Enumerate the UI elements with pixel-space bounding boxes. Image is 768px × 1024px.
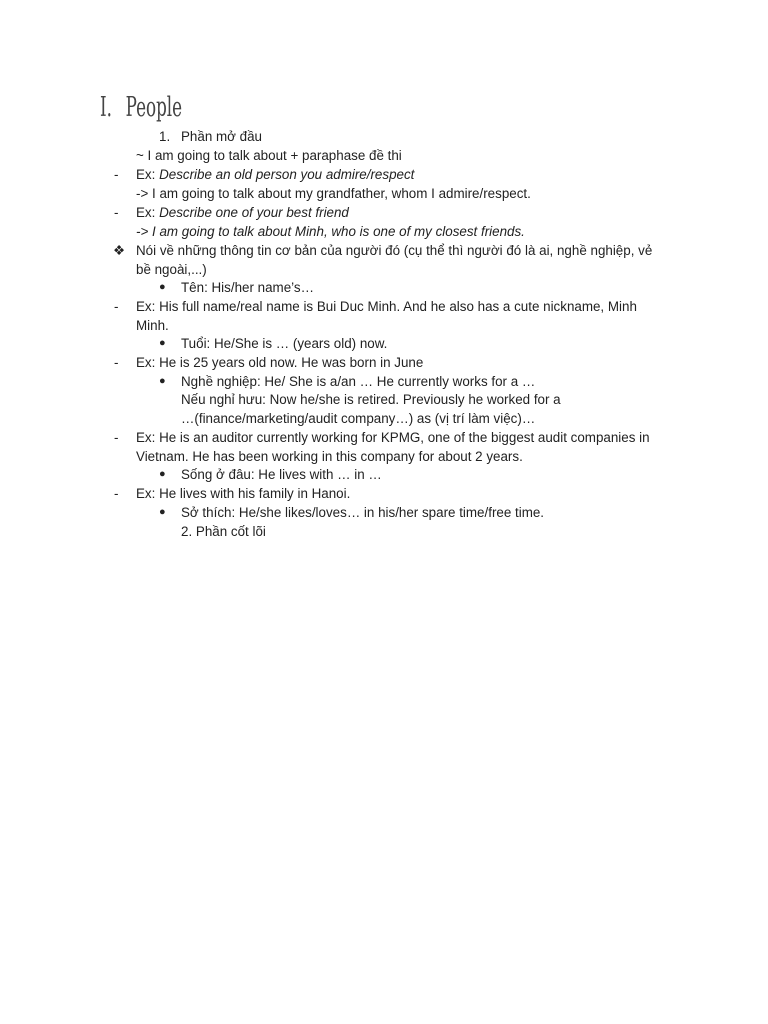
text-line: Nghề nghiệp: He/ She is a/an … He currently works for a … <box>181 374 536 389</box>
text-line: Sống ở đâu: He lives with … in … <box>181 467 382 482</box>
text-line: Sở thích: He/she likes/loves… in his/her spare time/free time. <box>181 505 545 520</box>
dash-marker: - <box>114 430 119 445</box>
text-line: bề ngoài,...) <box>136 262 207 277</box>
dash-marker: - <box>114 205 119 220</box>
dash-marker: - <box>114 167 119 182</box>
bullet-icon: ● <box>159 337 166 349</box>
text-line: Ex: His full name/real name is Bui Duc Minh. And he also has a cute nickname, Minh <box>136 299 637 314</box>
text-line: …(finance/marketing/audit company…) as (vị trí làm việc)… <box>181 411 536 426</box>
subheading-core: 2. Phần cốt lõi <box>181 524 266 539</box>
section-number: I. <box>100 92 112 123</box>
example-prefix: Ex: <box>136 205 160 220</box>
dash-marker: - <box>114 299 119 314</box>
text-line: Vietnam. He has been working in this company for about 2 years. <box>136 449 523 464</box>
text-line: Ex: He lives with his family in Hanoi. <box>136 486 351 501</box>
text-line: -> I am going to talk about my grandfather, whom I admire/respect. <box>136 186 531 201</box>
bullet-icon: ● <box>159 506 166 518</box>
text-line: Tuổi: He/She is … (years old) now. <box>181 336 388 351</box>
example-prefix: Ex: <box>136 167 160 182</box>
text-line: Ex: He is 25 years old now. He was born in June <box>136 355 424 370</box>
diamond-bullet-icon: ❖ <box>113 243 126 258</box>
text-line: Minh. <box>136 318 169 333</box>
bullet-icon: ● <box>159 281 166 293</box>
section-heading <box>100 92 182 123</box>
text-line: Tên: His/her name’s… <box>181 280 314 295</box>
example-line <box>136 165 414 184</box>
numbered-marker: 1. <box>159 129 171 144</box>
subheading-intro: Phần mở đầu <box>181 129 262 144</box>
bullet-icon: ● <box>159 468 166 480</box>
example-text: Describe one of your best friend <box>159 205 349 220</box>
text-line: Nói về những thông tin cơ bản của người đó (cụ thể thì người đó là ai, nghề nghiệp, vẻ <box>136 243 653 258</box>
dash-marker: - <box>114 355 119 370</box>
text-line: -> I am going to talk about Minh, who is one of my closest friends. <box>136 224 525 239</box>
example-line <box>136 203 349 222</box>
example-text: Describe an old person you admire/respect <box>159 167 415 182</box>
section-title: People <box>125 92 183 123</box>
text-line: ~ I am going to talk about + paraphase đề thi <box>136 148 402 163</box>
dash-marker: - <box>114 486 119 501</box>
text-line: Ex: He is an auditor currently working for KPMG, one of the biggest audit companies in <box>136 430 650 445</box>
text-line: Nếu nghỉ hưu: Now he/she is retired. Previously he worked for a <box>181 392 561 407</box>
bullet-icon: ● <box>159 375 166 387</box>
